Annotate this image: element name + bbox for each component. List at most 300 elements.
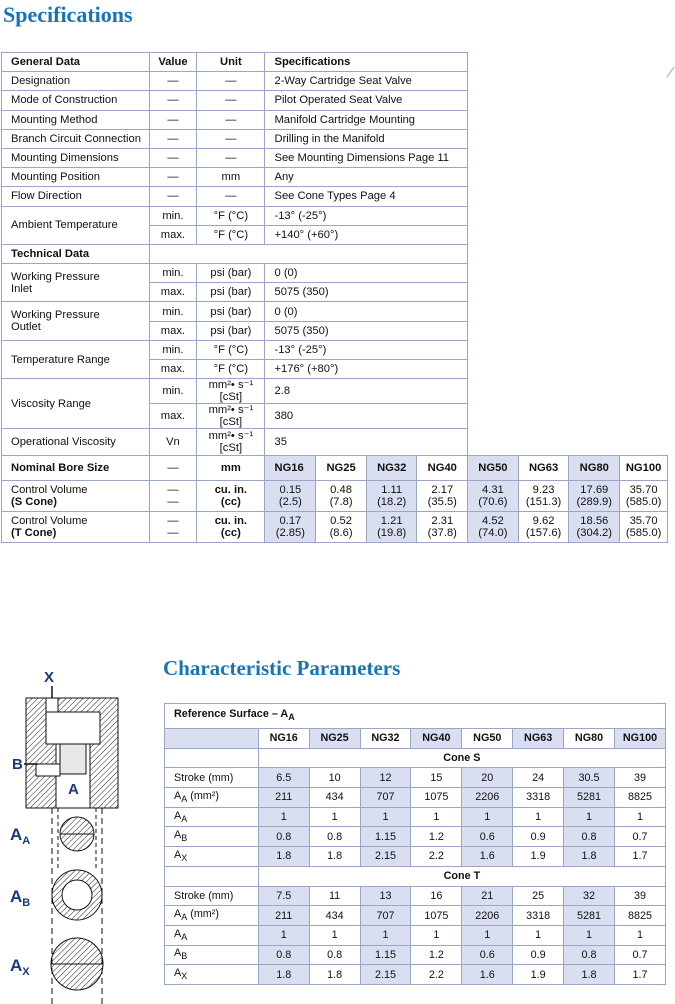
value-cell: min. xyxy=(149,340,197,359)
param-label-cell xyxy=(165,768,259,788)
header-cell: General Data xyxy=(2,53,150,72)
table-row xyxy=(2,302,668,321)
param-value-cell: 0.7 xyxy=(614,827,665,847)
param-value-cell: 1 xyxy=(614,925,665,945)
value-cell: — xyxy=(149,110,197,129)
unit-cell: psi (bar) xyxy=(197,283,265,302)
param-subscript: B xyxy=(181,833,188,844)
spec-cell: Manifold Cartridge Mounting xyxy=(265,110,468,129)
param-label: Stroke (mm) xyxy=(174,889,234,902)
valve-cross-section-diagram xyxy=(0,668,160,1004)
blank-cell xyxy=(468,168,668,187)
param-value-cell: 434 xyxy=(309,788,360,808)
unit-line: (cc) xyxy=(220,527,241,540)
volume-cu-in: 2.31 xyxy=(431,515,454,528)
spec-cell: 2-Way Cartridge Seat Valve xyxy=(265,72,468,91)
table-row xyxy=(165,945,666,965)
param-value-cell: 1.9 xyxy=(513,847,564,867)
diagram-label-ab: $A_B$ xyxy=(10,887,31,909)
size-header-cell: NG80 xyxy=(564,729,615,749)
param-value-cell: 21 xyxy=(462,886,513,906)
reference-text: Reference Surface – A xyxy=(174,708,289,721)
blank-cell xyxy=(468,283,668,302)
blank-cell xyxy=(468,91,668,110)
param-value-cell: 1.8 xyxy=(309,965,360,985)
spec-cell: 380 xyxy=(265,404,468,429)
param-value-cell: 1.8 xyxy=(258,965,309,985)
param-value-cell: 0.8 xyxy=(564,945,615,965)
value-cell: min. xyxy=(149,206,197,225)
param-value-cell: 1.2 xyxy=(411,827,462,847)
bore-size-cell: NG63 xyxy=(518,456,569,481)
value-cell: max. xyxy=(149,225,197,244)
size-header-cell: NG25 xyxy=(309,729,360,749)
unit-line: cu. in. xyxy=(214,515,248,528)
blank-cell xyxy=(468,148,668,167)
param-value-cell: 1 xyxy=(360,807,411,827)
param-value-cell: 1 xyxy=(614,807,665,827)
param-label: A xyxy=(174,927,182,940)
param-value-cell: 3318 xyxy=(513,906,564,926)
param-value-cell: 8825 xyxy=(614,788,665,808)
param-subscript: A xyxy=(181,931,188,942)
dash: — xyxy=(167,515,179,528)
volume-cell xyxy=(620,512,668,543)
param-subscript: A xyxy=(181,813,188,824)
label-cell: Branch Circuit Connection xyxy=(2,129,150,148)
dash: — xyxy=(167,496,179,509)
volume-cell xyxy=(569,481,620,512)
bore-size-cell: NG40 xyxy=(417,456,468,481)
volume-cu-in: 0.17 xyxy=(279,515,302,528)
label-cell: Mode of Construction xyxy=(2,91,150,110)
param-value-cell: 15 xyxy=(411,768,462,788)
unit-cell: mm xyxy=(197,168,265,187)
param-value-cell: 1.15 xyxy=(360,827,411,847)
value-cell: max. xyxy=(149,283,197,302)
size-header-cell: NG16 xyxy=(258,729,309,749)
blank-cell xyxy=(468,244,668,263)
param-value-cell: 1 xyxy=(309,925,360,945)
param-value-cell: 5281 xyxy=(564,788,615,808)
table-row xyxy=(165,827,666,847)
cone-title: Cone T xyxy=(258,866,665,886)
unit-cell: °F (°C) xyxy=(197,340,265,359)
edge-mark xyxy=(666,66,675,78)
unit-cell: — xyxy=(197,129,265,148)
param-value-cell: 211 xyxy=(258,788,309,808)
volume-cc: (585.0) xyxy=(625,496,662,509)
param-value-cell: 0.9 xyxy=(513,827,564,847)
table-row xyxy=(2,72,668,91)
spec-cell: +140° (+60°) xyxy=(265,225,468,244)
param-value-cell: 5281 xyxy=(564,906,615,926)
param-subscript: A xyxy=(181,912,188,923)
param-subscript: X xyxy=(181,971,188,982)
label-line: Outlet xyxy=(11,321,41,334)
param-value-cell: 707 xyxy=(360,788,411,808)
volume-cell xyxy=(620,481,668,512)
param-value-cell: 0.6 xyxy=(462,945,513,965)
blank-cell xyxy=(165,729,259,749)
param-value-cell: 0.8 xyxy=(564,827,615,847)
volume-cc: (18.2) xyxy=(377,496,407,509)
table-row xyxy=(2,110,668,129)
value-cell: max. xyxy=(149,404,197,429)
label-cell: Mounting Dimensions xyxy=(2,148,150,167)
label-cell: Mounting Position xyxy=(2,168,150,187)
label-cell: Designation xyxy=(2,72,150,91)
spec-cell: -13° (-25°) xyxy=(265,340,468,359)
spec-cell: See Mounting Dimensions Page 11 xyxy=(265,148,468,167)
table-row xyxy=(2,481,668,512)
volume-cu-in: 9.23 xyxy=(532,484,555,497)
param-value-cell: 11 xyxy=(309,886,360,906)
volume-cu-in: 2.17 xyxy=(431,484,454,497)
unit-cell: — xyxy=(197,148,265,167)
param-value-cell: 1075 xyxy=(411,906,462,926)
value-cell: max. xyxy=(149,321,197,340)
label-line: Control Volume xyxy=(11,484,88,497)
param-value-cell: 2.15 xyxy=(360,847,411,867)
param-value-cell: 39 xyxy=(614,886,665,906)
param-value-cell: 16 xyxy=(411,886,462,906)
volume-cu-in: 1.11 xyxy=(381,484,403,497)
spec-cell: Pilot Operated Seat Valve xyxy=(265,91,468,110)
param-label: A xyxy=(174,907,182,920)
value-cell: — xyxy=(149,91,197,110)
unit-cell: °F (°C) xyxy=(197,225,265,244)
label-cell xyxy=(2,264,150,302)
volume-cc: (2.85) xyxy=(275,527,305,540)
blank-cell xyxy=(468,264,668,283)
unit-cell: — xyxy=(197,110,265,129)
label-cell: Ambient Temperature xyxy=(2,206,150,244)
param-value-cell: 0.8 xyxy=(309,827,360,847)
param-value-cell: 1.8 xyxy=(309,847,360,867)
param-value-cell: 1.6 xyxy=(462,847,513,867)
param-value-cell: 0.7 xyxy=(614,945,665,965)
param-label: A xyxy=(174,829,182,842)
param-label-cell xyxy=(165,788,259,808)
header-cell: — xyxy=(149,456,197,481)
value-cell: min. xyxy=(149,302,197,321)
volume-cell xyxy=(265,512,316,543)
section-title: Characteristic Parameters xyxy=(163,656,401,680)
param-value-cell: 1.9 xyxy=(513,965,564,985)
label-cell xyxy=(2,512,150,543)
label-line: Inlet xyxy=(11,282,33,295)
param-label: A xyxy=(174,947,182,960)
diagram-label-b: B xyxy=(12,756,23,773)
volume-cell xyxy=(316,481,367,512)
param-subscript: A xyxy=(181,793,188,804)
param-unit: (mm²) xyxy=(187,789,219,802)
header-cell: Nominal Bore Size xyxy=(2,456,150,481)
table-row xyxy=(165,886,666,906)
param-value-cell: 1 xyxy=(258,925,309,945)
param-label-cell xyxy=(165,807,259,827)
bore-size-cell: NG100 xyxy=(620,456,668,481)
table-row xyxy=(165,965,666,985)
label-cell xyxy=(2,302,150,340)
table-row xyxy=(2,340,668,359)
unit-cell xyxy=(197,481,265,512)
header-cell xyxy=(149,244,468,263)
param-value-cell: 1 xyxy=(360,925,411,945)
blank-cell xyxy=(468,110,668,129)
label-cell: Flow Direction xyxy=(2,187,150,206)
value-cell: min. xyxy=(149,264,197,283)
volume-cc: (585.0) xyxy=(625,527,662,540)
volume-cell xyxy=(468,512,519,543)
param-value-cell: 707 xyxy=(360,906,411,926)
spec-cell: +176° (+80°) xyxy=(265,360,468,379)
cone-title: Cone S xyxy=(258,748,665,768)
volume-cc: (74.0) xyxy=(478,527,508,540)
volume-cu-in: 35.70 xyxy=(629,484,658,497)
volume-cu-in: 17.69 xyxy=(580,484,609,497)
blank-cell xyxy=(468,340,668,359)
size-header-cell: NG50 xyxy=(462,729,513,749)
table-row xyxy=(2,429,668,456)
volume-cell xyxy=(316,512,367,543)
spec-cell: 0 (0) xyxy=(265,264,468,283)
param-value-cell: 20 xyxy=(462,768,513,788)
unit-cell: psi (bar) xyxy=(197,321,265,340)
dash: — xyxy=(167,484,179,497)
diagram-label-x: X xyxy=(44,669,55,686)
table-row xyxy=(2,379,668,404)
size-header-cell: NG40 xyxy=(411,729,462,749)
param-value-cell: 30.5 xyxy=(564,768,615,788)
characteristic-parameters-table xyxy=(164,703,666,985)
unit-cell: — xyxy=(197,187,265,206)
volume-cu-in: 0.52 xyxy=(330,515,352,528)
volume-cell xyxy=(417,481,468,512)
volume-cu-in: 9.62 xyxy=(532,515,555,528)
param-value-cell: 2.15 xyxy=(360,965,411,985)
label-cell: Operational Viscosity xyxy=(2,429,150,456)
diagram-label-a: A xyxy=(68,781,79,798)
volume-cu-in: 4.31 xyxy=(482,484,504,497)
blank-cell xyxy=(468,360,668,379)
param-value-cell: 25 xyxy=(513,886,564,906)
table-row xyxy=(165,807,666,827)
param-value-cell: 1 xyxy=(309,807,360,827)
header-cell: Technical Data xyxy=(2,244,150,263)
param-value-cell: 10 xyxy=(309,768,360,788)
volume-cc: (289.9) xyxy=(576,496,612,509)
value-cell: max. xyxy=(149,360,197,379)
blank-cell xyxy=(468,206,668,225)
param-value-cell: 24 xyxy=(513,768,564,788)
param-label: Stroke (mm) xyxy=(174,771,234,784)
param-subscript: B xyxy=(181,951,188,962)
param-value-cell: 39 xyxy=(614,768,665,788)
volume-cu-in: 0.48 xyxy=(330,484,352,497)
param-value-cell: 1 xyxy=(564,807,615,827)
param-label-cell xyxy=(165,906,259,926)
header-row xyxy=(2,456,668,481)
volume-cu-in: 18.56 xyxy=(580,515,609,528)
label-cell: Viscosity Range xyxy=(2,379,150,429)
header-cell: Unit xyxy=(197,53,265,72)
bore-size-cell: NG25 xyxy=(316,456,367,481)
table-row xyxy=(165,847,666,867)
value-cell: — xyxy=(149,72,197,91)
label-line: (T Cone) xyxy=(11,527,57,540)
value-cell: — xyxy=(149,148,197,167)
volume-cell xyxy=(366,481,417,512)
param-label-cell xyxy=(165,965,259,985)
header-row xyxy=(2,244,668,263)
volume-cc: (70.6) xyxy=(478,496,508,509)
param-label-cell xyxy=(165,827,259,847)
param-value-cell: 0.8 xyxy=(309,945,360,965)
param-value-cell: 211 xyxy=(258,906,309,926)
param-label-cell xyxy=(165,847,259,867)
volume-cu-in: 4.52 xyxy=(482,515,504,528)
param-label: A xyxy=(174,789,182,802)
param-value-cell: 1 xyxy=(462,807,513,827)
bore-size-cell: NG50 xyxy=(468,456,519,481)
param-label: A xyxy=(174,848,182,861)
param-value-cell: 1.7 xyxy=(614,965,665,985)
blank-cell xyxy=(468,321,668,340)
blank-cell xyxy=(468,129,668,148)
blank-cell xyxy=(468,187,668,206)
header-row xyxy=(165,866,666,886)
param-value-cell: 0.9 xyxy=(513,945,564,965)
unit-cell: mm²• s⁻¹ [cSt] xyxy=(197,404,265,429)
bore-size-cell: NG16 xyxy=(265,456,316,481)
diagram-label-ax: $A_X$ xyxy=(10,956,30,978)
volume-cu-in: 1.21 xyxy=(380,515,403,528)
volume-cell xyxy=(366,512,417,543)
label-cell: Mounting Method xyxy=(2,110,150,129)
table-row xyxy=(2,129,668,148)
blank-cell xyxy=(468,379,668,404)
table-row xyxy=(2,187,668,206)
param-value-cell: 8825 xyxy=(614,906,665,926)
unit-line: cu. in. xyxy=(214,484,248,497)
param-value-cell: 0.8 xyxy=(258,827,309,847)
table-row xyxy=(2,206,668,225)
reference-subscript: A xyxy=(288,712,295,723)
param-label-cell xyxy=(165,886,259,906)
unit-cell: mm²• s⁻¹ [cSt] xyxy=(197,429,265,456)
reference-surface-label xyxy=(165,704,666,729)
param-value-cell: 2.2 xyxy=(411,965,462,985)
param-label: A xyxy=(174,809,182,822)
blank-cell xyxy=(468,53,668,72)
param-value-cell: 0.6 xyxy=(462,827,513,847)
param-value-cell: 6.5 xyxy=(258,768,309,788)
blank-cell xyxy=(468,225,668,244)
unit-cell: °F (°C) xyxy=(197,206,265,225)
volume-cell xyxy=(569,512,620,543)
blank-cell xyxy=(165,748,259,768)
param-unit: (mm²) xyxy=(187,907,219,920)
volume-cc: (37.8) xyxy=(427,527,457,540)
param-value-cell: 2206 xyxy=(462,906,513,926)
header-row xyxy=(2,53,668,72)
volume-cc: (8.6) xyxy=(329,527,353,540)
param-label-cell xyxy=(165,945,259,965)
volume-cell xyxy=(518,512,569,543)
volume-cell xyxy=(417,512,468,543)
bore-size-cell: NG32 xyxy=(366,456,417,481)
volume-cc: (7.8) xyxy=(329,496,353,509)
table-row xyxy=(165,906,666,926)
unit-cell: — xyxy=(197,91,265,110)
spec-cell: -13° (-25°) xyxy=(265,206,468,225)
label-cell: Temperature Range xyxy=(2,340,150,378)
label-line: Working Pressure xyxy=(11,309,100,322)
unit-cell: psi (bar) xyxy=(197,302,265,321)
label-line: Working Pressure xyxy=(11,270,100,283)
spec-cell: 5075 (350) xyxy=(265,321,468,340)
param-value-cell: 7.5 xyxy=(258,886,309,906)
param-value-cell: 13 xyxy=(360,886,411,906)
label-line: (S Cone) xyxy=(11,496,57,509)
param-value-cell: 1.8 xyxy=(258,847,309,867)
header-cell: Value xyxy=(149,53,197,72)
size-header-cell: NG100 xyxy=(614,729,665,749)
spec-cell: Drilling in the Manifold xyxy=(265,129,468,148)
param-value-cell: 1 xyxy=(513,925,564,945)
volume-cu-in: 35.70 xyxy=(629,515,658,528)
table-row xyxy=(165,768,666,788)
param-value-cell: 1.8 xyxy=(564,847,615,867)
spec-cell: 2.8 xyxy=(265,379,468,404)
param-value-cell: 1 xyxy=(258,807,309,827)
table-row xyxy=(165,788,666,808)
value-cell: Vn xyxy=(149,429,197,456)
value-cell: — xyxy=(149,129,197,148)
blank-cell xyxy=(468,429,668,456)
param-label: A xyxy=(174,967,182,980)
page-title: Specifications xyxy=(3,2,133,27)
label-cell xyxy=(2,481,150,512)
unit-line: (cc) xyxy=(220,496,241,509)
size-header-cell: NG32 xyxy=(360,729,411,749)
header-row xyxy=(165,748,666,768)
header-row xyxy=(165,729,666,749)
table-row xyxy=(165,925,666,945)
value-cell xyxy=(149,481,197,512)
volume-cc: (304.2) xyxy=(576,527,612,540)
volume-cc: (35.5) xyxy=(427,496,457,509)
header-cell: Specifications xyxy=(265,53,468,72)
spec-cell: See Cone Types Page 4 xyxy=(265,187,468,206)
blank-cell xyxy=(468,404,668,429)
param-value-cell: 1.7 xyxy=(614,847,665,867)
param-value-cell: 434 xyxy=(309,906,360,926)
unit-cell xyxy=(197,512,265,543)
param-value-cell: 1.8 xyxy=(564,965,615,985)
table-row xyxy=(2,168,668,187)
unit-cell: psi (bar) xyxy=(197,264,265,283)
param-value-cell: 1075 xyxy=(411,788,462,808)
unit-cell: °F (°C) xyxy=(197,360,265,379)
param-value-cell: 2206 xyxy=(462,788,513,808)
dash: — xyxy=(167,527,179,540)
volume-cell xyxy=(265,481,316,512)
table-row xyxy=(2,512,668,543)
param-value-cell: 1 xyxy=(462,925,513,945)
